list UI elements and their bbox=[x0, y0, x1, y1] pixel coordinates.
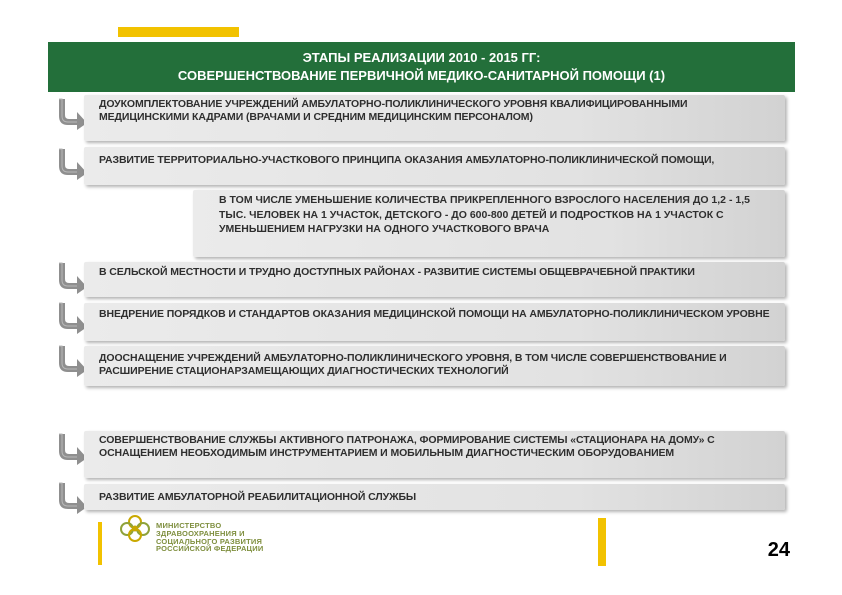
list-item bbox=[84, 147, 785, 185]
footer-divider bbox=[98, 522, 102, 565]
page-number: 24 bbox=[767, 539, 790, 561]
list-item bbox=[84, 303, 785, 341]
list-item bbox=[84, 346, 785, 386]
header-accent-bar bbox=[118, 27, 239, 37]
title-line-1: ЭТАПЫ РЕАЛИЗАЦИИ 2010 - 2015 ГГ: bbox=[302, 50, 541, 65]
list-item-text: РАЗВИТИЕ АМБУЛАТОРНОЙ РЕАБИЛИТАЦИОННОЙ СЛУЖБЫ bbox=[99, 491, 417, 503]
list-item bbox=[84, 262, 785, 297]
sub-item bbox=[193, 190, 785, 257]
list-item bbox=[84, 95, 785, 141]
footer-accent-bar bbox=[598, 518, 606, 566]
ministry-name: МИНИСТЕРСТВО ЗДРАВООХРАНЕНИЯ И СОЦИАЛЬНОГО РАЗВИТИЯ РОССИЙСКОЙ ФЕДЕРАЦИИ bbox=[156, 521, 264, 554]
list-item-text: СОВЕРШЕНСТВОВАНИЕ СЛУЖБЫ АКТИВНОГО ПАТРОНАЖА, ФОРМИРОВАНИЕ СИСТЕМЫ «СТАЦИОНАРА НА ДОМУ» С ОСНАЩЕНИЕМ НЕОБХОДИМЫМ ИНСТРУМЕНТАРИЕМ И МОБИЛЬНЫМ ДИАГНОСТИЧЕСКИМ ОБОРУДОВАНИЕМ bbox=[99, 434, 715, 459]
list-item-text: ДООСНАЩЕНИЕ УЧРЕЖДЕНИЙ АМБУЛАТОРНО-ПОЛИКЛИНИЧЕСКОГО УРОВНЯ, В ТОМ ЧИСЛЕ СОВЕРШЕНСТВОВАНИЕ И РАСШИРЕНИЕ СТАЦИОНАРЗАМЕЩАЮЩИХ ДИАГНОСТИЧЕСКИХ ТЕХНОЛОГИЙ bbox=[99, 352, 727, 377]
ministry-logo bbox=[118, 513, 152, 559]
sub-item-text: В ТОМ ЧИСЛЕ УМЕНЬШЕНИЕ КОЛИЧЕСТВА ПРИКРЕПЛЕННОГО ВЗРОСЛОГО НАСЕЛЕНИЯ ДО 1,2 - 1,5 ТЫС. ЧЕЛОВЕК НА 1 УЧАСТОК, ДЕТСКОГО - ДО 600-800 ДЕТЕЙ И ПОДРОСТКОВ НА 1 УЧАСТОК С УМЕНЬШЕНИЕМ НАГРУЗКИ НА ОДНОГО УЧАСТКОВОГО ВРАЧА bbox=[219, 194, 750, 235]
list-item-text: В СЕЛЬСКОЙ МЕСТНОСТИ И ТРУДНО ДОСТУПНЫХ РАЙОНАХ - РАЗВИТИЕ СИСТЕМЫ ОБЩЕВРАЧЕБНОЙ ПРАКТИКИ bbox=[99, 266, 695, 278]
list-item-text: ВНЕДРЕНИЕ ПОРЯДКОВ И СТАНДАРТОВ ОКАЗАНИЯ МЕДИЦИНСКОЙ ПОМОЩИ НА АМБУЛАТОРНО-ПОЛИКЛИНИЧЕСКОМ УРОВНЕ bbox=[99, 308, 770, 320]
list-item bbox=[84, 484, 785, 510]
list-item-text: РАЗВИТИЕ ТЕРРИТОРИАЛЬНО-УЧАСТКОВОГО ПРИНЦИПА ОКАЗАНИЯ АМБУЛАТОРНО-ПОЛИКЛИНИЧЕСКОЙ ПОМОЩИ, bbox=[99, 154, 715, 166]
list-item bbox=[84, 431, 785, 478]
title-banner bbox=[48, 42, 795, 92]
title-line-2: СОВЕРШЕНСТВОВАНИЕ ПЕРВИЧНОЙ МЕДИКО-САНИТАРНОЙ ПОМОЩИ (1) bbox=[177, 68, 666, 83]
list-item-text: ДОУКОМПЛЕКТОВАНИЕ УЧРЕЖДЕНИЙ АМБУЛАТОРНО-ПОЛИКЛИНИЧЕСКОГО УРОВНЯ КВАЛИФИЦИРОВАННЫМИ МЕДИЦИНСКИМИ КАДРАМИ (ВРАЧАМИ И СРЕДНИМ МЕДИЦИНСКИМ ПЕРСОНАЛОМ) bbox=[99, 98, 688, 123]
